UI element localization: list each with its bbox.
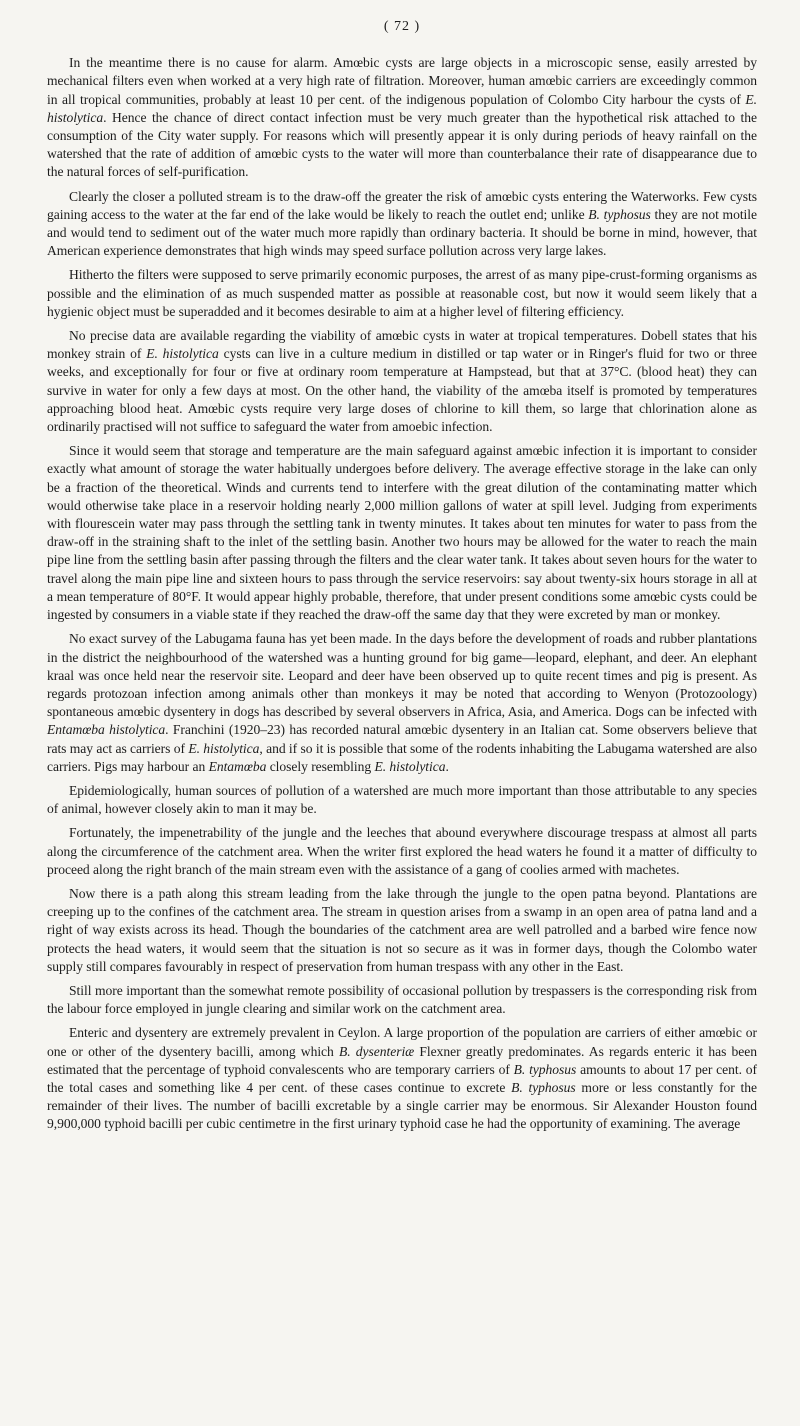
text-run: cysts can live in a culture medium in distilled or tap water or in Ringer's fluid for two or three weeks, and exceptionally for four or five at ordinary room temperature at Hampstead, but that at 37°C. (blood heat) they can survive in water for only a few days at most. On the other hand, the viability of the amœba itself is promoted by temperatures approaching blood heat. Amœbic cysts require very large doses of chlorine to kill them, so large that chlorination alone as ordinarily practised will not suffice to safeguard the water from amoebic infection.: [47, 346, 757, 435]
text-run: more or less constantly for the remainder of their lives. The number of bacilli excretable by a single carrier may be enormous. Sir Alexander Houston found 9,900,000 typhoid bacilli per cubic centimetre in the first urinary typhoid case he had the opportunity of examining. The average: [47, 1079, 757, 1132]
paragraph: [47, 782, 757, 818]
text-run: Enteric and dysentery are extremely prevalent in Ceylon. A large proportion of the population are carriers of either amœbic or one or other of the dysentery bacilli, among which: [47, 1025, 757, 1059]
paragraph: [47, 885, 757, 976]
text-run: Now there is a path along this stream leading from the lake through the jungle to the open patna beyond. Plantations are creeping up to the confines of the catchment area. The stream in question arises from a swamp in an open area of patna land and a right of way exists across its head. Though the boundaries of the catchment area are well patrolled and a barbed wire fence now protects the head waters, it would seem that the situation is not so secure as it was in former days, though the Colombo water supply still compares favourably in respect of preservation from human trespass with any other in the East.: [47, 885, 757, 974]
paragraph: [47, 327, 757, 436]
text-run: Hitherto the filters were supposed to serve primarily economic purposes, the arrest of as many pipe-crust-forming organisms as possible and the elimination of as much suspended matter as possible at reasonable cost, but now it would seem likely that a hygienic object must be superadded and it becomes desirable to aim at a higher level of filtering efficiency.: [47, 267, 757, 319]
paragraph: [47, 188, 757, 261]
text-run: Fortunately, the impenetrability of the jungle and the leeches that abound everywhere discourage trespass at almost all parts along the circumference of the catchment area. When the writer first explored the head waters he found it a matter of difficulty to proceed along the right branch of the main stream even with the assistance of a gang of coolies armed with machetes.: [47, 825, 757, 877]
paragraph: [47, 824, 757, 879]
text-run: Still more important than the somewhat remote possibility of occasional pollution by trespassers is the corresponding risk from the labour force employed in jungle clearing and similar work on the catchment area.: [47, 982, 757, 1017]
text-run: amounts to about 17 per cent. of the total cases and something like 4 per cent. of these cases continue to excrete: [47, 1061, 757, 1095]
text-run: No exact survey of the Labugama fauna has yet been made. In the days before the development of roads and rubber plantations in the district the neighbourhood of the watershed was a hunting ground for big game—leopard, elephant, and deer. An elephant kraal was once held near the reservoir site. Leopard and deer have been observed up to quite recent times and pig is present. As regards protozoan infection among animals other than monkeys it may be noted that according to Wenyon (Protozoology) spontaneous amœbic dysentery in dogs has described by several observers in Africa, Asia, and America. Dogs can be infected with: [47, 631, 757, 720]
text-run: No precise data are available regarding the viability of amœbic cysts in water at tropical temperatures. Dobell states that his monkey strain of: [47, 328, 757, 362]
text-run: In the meantime there is no cause for alarm. Amœbic cysts are large objects in a microscopic sense, easily arrested by mechanical filters even when worked at a very high rate of filtration. Moreover, human amœbic carriers are exceedingly common in all tropical communities, probably at least 10 per cent. of the indigenous population of Colombo City harbour the cysts of: [47, 55, 757, 107]
text-run: Since it would seem that storage and temperature are the main safeguard against amœbic infection it is important to consider exactly what amount of storage the water habitually undergoes before delivery. The average effective storage in the lake can only be a fraction of the theoretical. Winds and currents tend to interfere with the great dilution of the contaminating matter which would otherwise take place in a reservoir holding nearly 2,000 million gallons of water at spill level. Judging from experiments with flourescein water may pass through the settling tank in twenty minutes. It takes about ten minutes for water to pass from the draw-off in the straining shaft to the inlet of the settling basin. Another two hours may be allowed for the water to reach the main pipe line from the settling basin after passing through the filters and the clear water tank. It takes about seven hours for the water to travel along the main pipe line and sixteen hours to pass through the service reservoirs: say about twenty-six hours storage in all at a mean temperature of 80°F. It would appear highly probable, therefore, that under present conditions some amœbic cysts could be ingested by consumers in a viable state if they reached the draw-off the same day that they were excreted by man or monkey.: [47, 443, 757, 623]
text-run: closely resembling: [266, 758, 375, 774]
italic-text: E. histolytica: [188, 740, 260, 756]
document-page: [47, 18, 757, 1140]
paragraph: [47, 266, 757, 321]
italic-text: B. typhosus: [588, 206, 651, 222]
paragraph: [47, 54, 757, 181]
text-run: .: [445, 758, 449, 774]
italic-text: E. histolytica: [146, 346, 219, 362]
text-run: . Hence the chance of direct contact infection must be very much greater than the hypothetical risk attached to the consumption of the City water supply. For reasons which will presently appear it is only during periods of heavy rainfall on the watershed that the rate of addition of amœbic cysts to the water will more than counterbalance their rate of disappearance due to the natural forces of self-purification.: [47, 109, 757, 180]
italic-text: B. typhosus: [513, 1061, 577, 1077]
text-run: , and if so it is possible that some of the rodents inhabiting the Labugama watershed are also carriers. Pigs may harbour an: [47, 740, 757, 774]
text-run: . Franchini (1920–23) has recorded natural amœbic dysentery in an Italian cat. Some observers believe that rats may act as carriers of: [47, 722, 757, 756]
paragraph: [47, 982, 757, 1018]
text-run: they are not motile and would tend to sediment out of the water much more rapidly than ordinary bacteria. It should be borne in mind, however, that American experience demonstrates that high winds may speed surface pollution across very large lakes.: [47, 206, 757, 259]
body-text: [47, 54, 757, 1133]
italic-text: Entamœba histolytica: [47, 722, 166, 738]
text-run: Clearly the closer a polluted stream is to the draw-off the greater the risk of amœbic cysts entering the Waterworks. Few cysts gaining access to the water at the far end of the lake would be likely to reach the outlet end; unlike: [47, 188, 757, 222]
paragraph: [47, 1024, 757, 1133]
italic-text: B. dysenteriæ: [338, 1043, 415, 1059]
text-run: Flexner greatly predominates. As regards enteric it has been estimated that the percentage of typhoid convalescents who are temporary carriers of: [47, 1043, 757, 1077]
paragraph: [47, 442, 757, 624]
text-run: Epidemiologically, human sources of pollution of a watershed are much more important than those attributable to any species of animal, however closely akin to man it may be.: [47, 782, 757, 817]
italic-text: B. typhosus: [511, 1079, 576, 1095]
italic-text: Entamœba: [208, 758, 267, 774]
italic-text: E. histolytica: [374, 758, 446, 774]
page-number: ( 72 ): [383, 19, 421, 34]
paragraph: [47, 630, 757, 776]
italic-text: E. histolytica: [47, 91, 757, 125]
